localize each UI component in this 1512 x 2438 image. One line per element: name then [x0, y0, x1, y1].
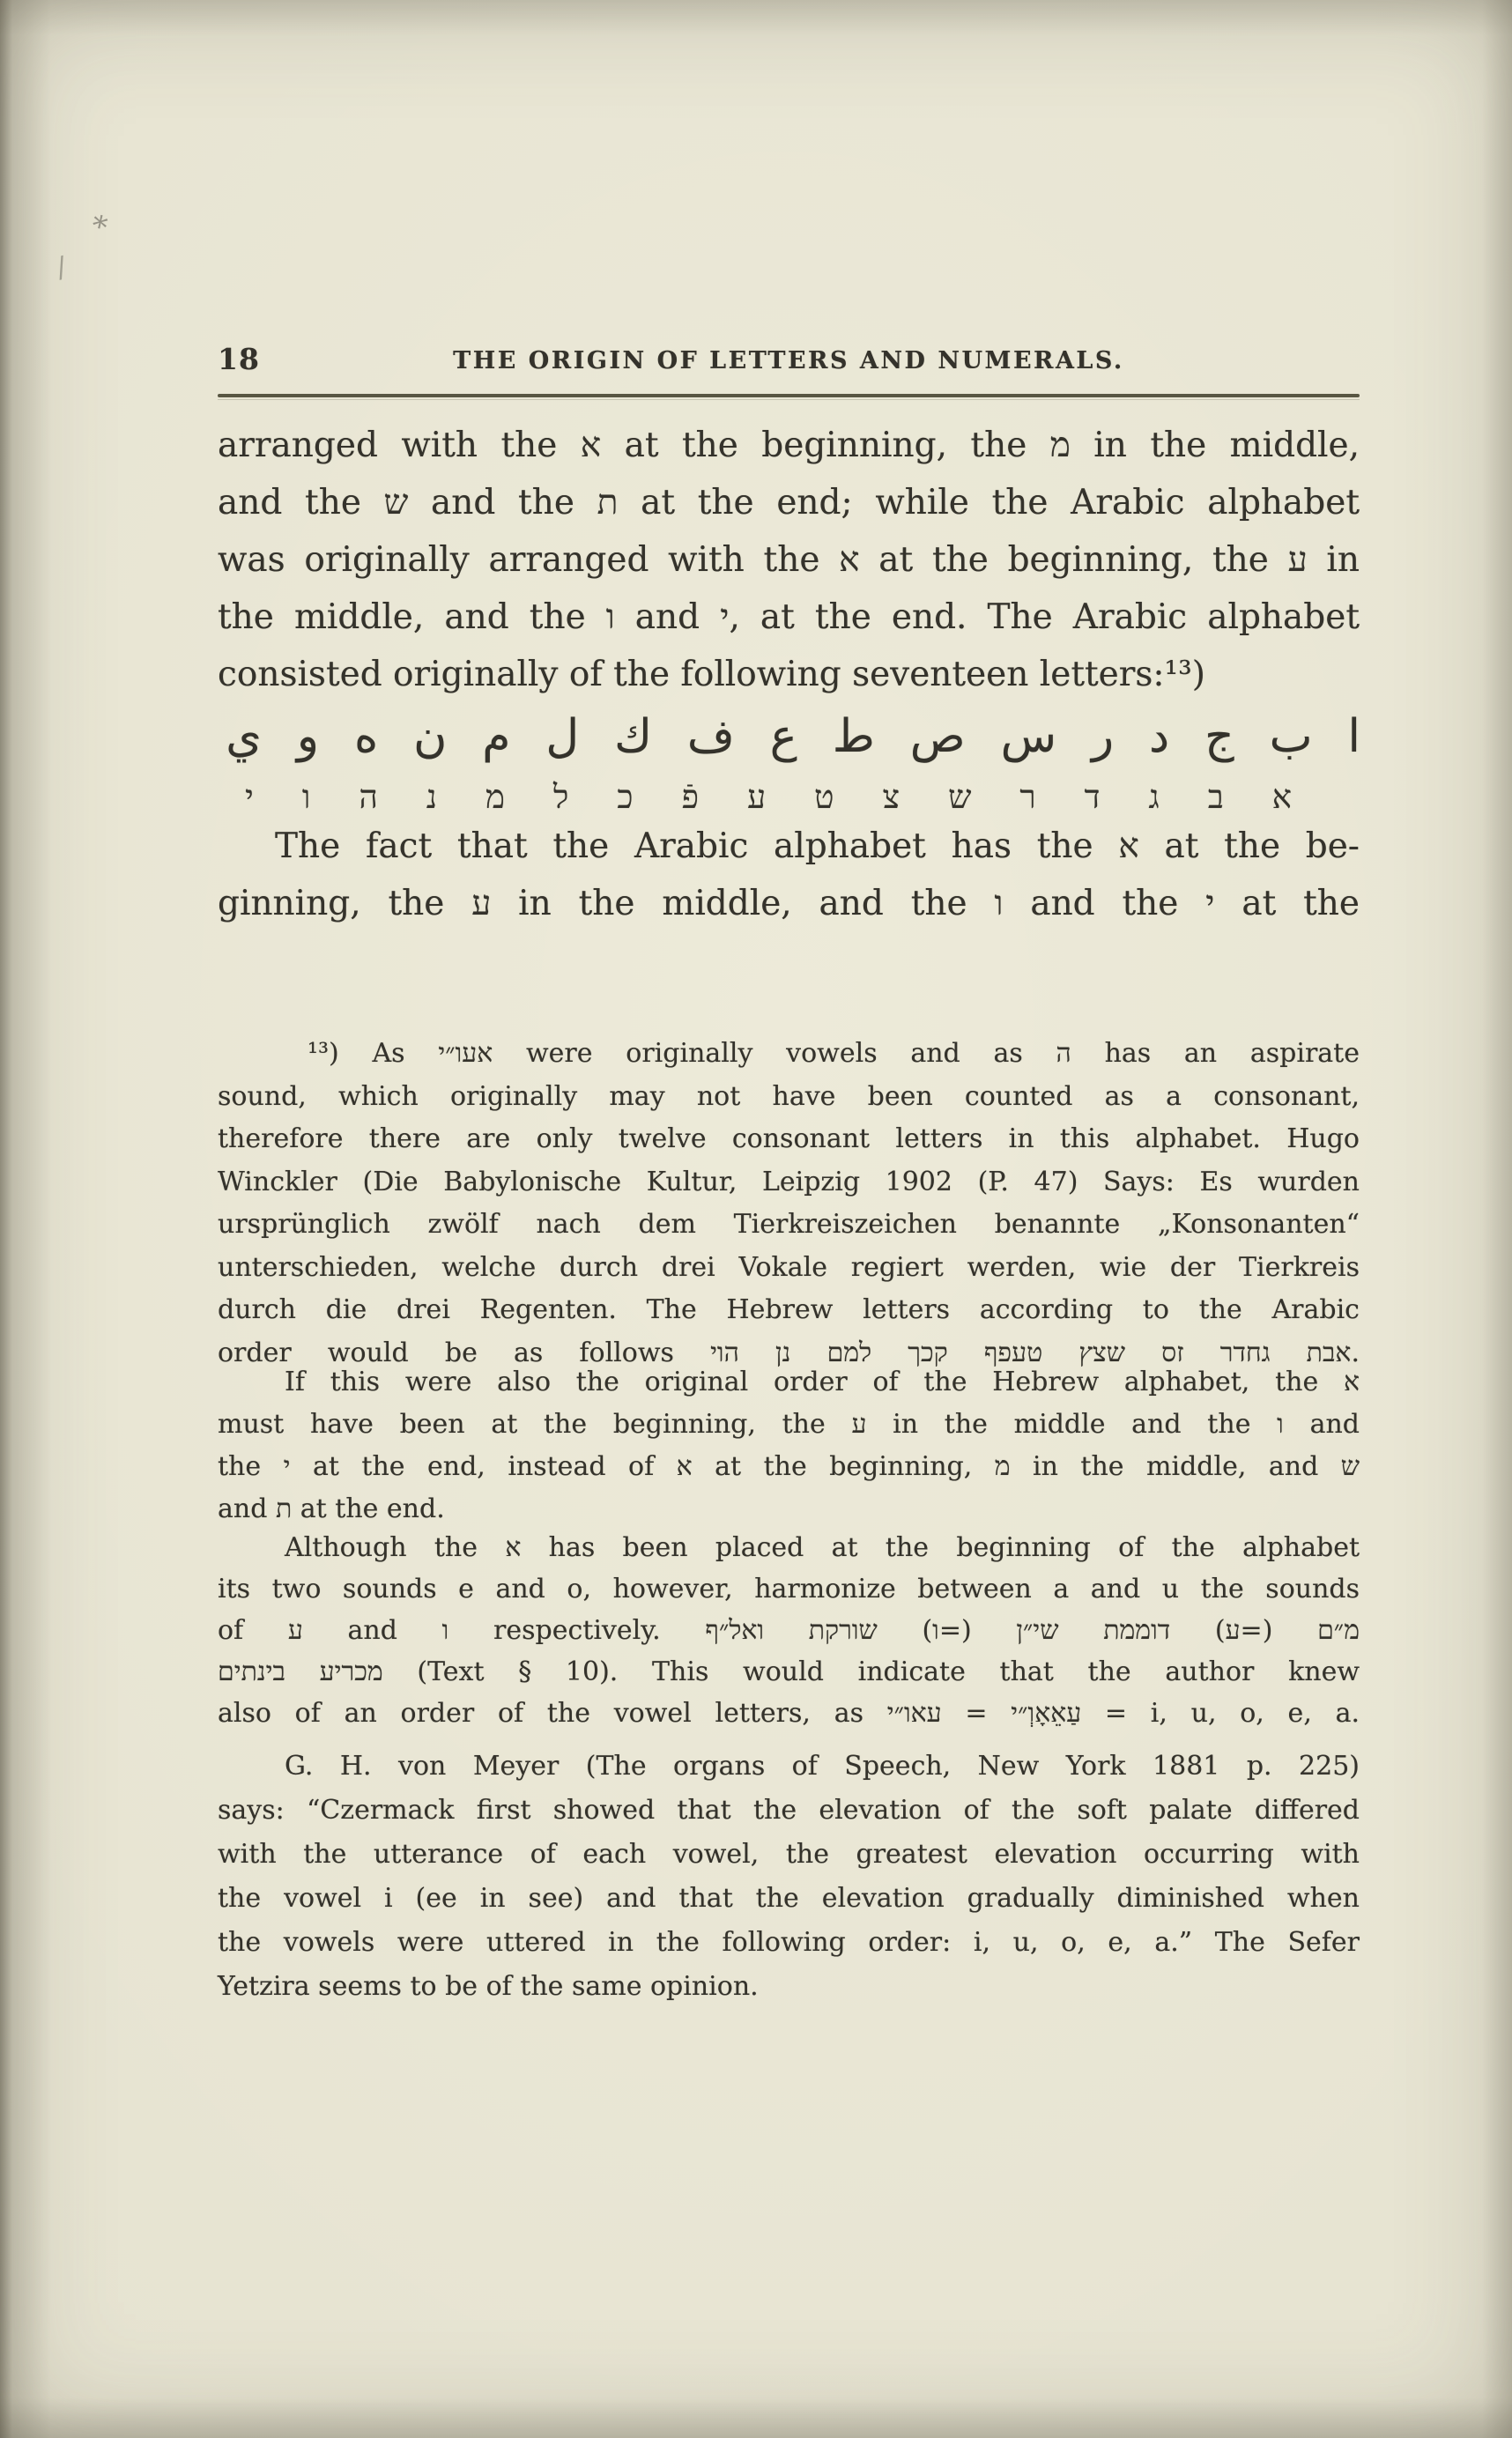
tline: The fact that the Arabic alphabet has the א at the be-	[275, 826, 1360, 866]
arabic-letter-row	[226, 701, 1360, 772]
footnote-paragraph-1	[218, 1033, 1360, 1375]
arabic-letter: ج	[1204, 710, 1234, 763]
hebrew-letter: ו	[301, 778, 311, 816]
hebrew-letter: י	[245, 778, 254, 816]
tline: the י at the end, instead of א at the beginning, מ in the middle, and ש	[218, 1451, 1360, 1482]
tline: therefore there are only twelve consonant letters in this alphabet. Hugo	[218, 1123, 1360, 1154]
arabic-letter: م	[482, 710, 511, 763]
arabic-letter: ب	[1269, 710, 1313, 763]
tline: also of an order of the vowel letters, as עאו״י ‎= עַאֵאָוְ״י = i, u, o, e, a.	[218, 1698, 1360, 1729]
tline: and ת at the end.	[218, 1493, 445, 1524]
hebrew-letter: פֿ	[681, 778, 699, 816]
arabic-letter: س	[1000, 710, 1057, 763]
hebrew-letter: מ	[485, 778, 505, 816]
hebrew-letter: ה	[359, 778, 378, 816]
tline: ginning, the ע in the middle, and the ו and the י at the	[218, 884, 1360, 923]
tline: ¹³) As אעו״י were originally vowels and as ה has an aspirate	[308, 1038, 1360, 1069]
arabic-letter: د	[1149, 710, 1170, 763]
arabic-letter: ه	[353, 710, 379, 763]
body-paragraph-2	[218, 818, 1360, 932]
arabic-letter: ر	[1091, 710, 1115, 763]
tline: says: “Czermack first showed that the elevation of the soft palate differed	[218, 1795, 1360, 1826]
tline: Yetzira seems to be of the same opinion.	[218, 1971, 759, 2002]
hebrew-letter: נ	[426, 778, 437, 816]
tline: מכריע בינתים (Text § 10). This would indicate that the author knew	[218, 1656, 1360, 1687]
hebrew-letter: ט	[814, 778, 834, 816]
tline: arranged with the א at the beginning, the מ in the middle,	[218, 426, 1360, 465]
arabic-letter: ف	[686, 710, 735, 763]
tline: and the ש and the ת at the end; while the Arabic alphabet	[218, 483, 1360, 522]
hebrew-letter: ב	[1207, 778, 1224, 816]
footnote-paragraph-3	[218, 1527, 1360, 1734]
hebrew-letter: ג	[1148, 778, 1160, 816]
tline: with the utterance of each vowel, the greatest elevation occurring with	[218, 1839, 1360, 1870]
arabic-letter: ن	[413, 710, 448, 763]
hebrew-letter: כ	[617, 778, 634, 816]
scan-artifact-mark: *	[88, 208, 110, 247]
tline: of ע and ו respectively. מ״ם (=ע) דוממת שי״ן (=ו) שורקת ואל״ף	[218, 1615, 1360, 1646]
arabic-letter: ل	[545, 710, 580, 763]
hebrew-letter: ע	[747, 778, 767, 816]
tline: G. H. von Meyer (The organs of Speech, New York 1881 p. 225)	[285, 1751, 1360, 1782]
hebrew-letter: א	[1271, 778, 1292, 816]
tline: Although the א has been placed at the beginning of the alphabet	[285, 1532, 1360, 1563]
arabic-letter: ع	[769, 710, 797, 763]
tline: the middle, and the ו and י, at the end. The Arabic alphabet	[218, 597, 1360, 637]
arabic-letter: ا	[1347, 710, 1360, 763]
hebrew-letter: ל	[553, 778, 569, 816]
tline: sound, which originally may not have been counted as a consonant,	[218, 1080, 1360, 1112]
hebrew-letter-row	[245, 775, 1292, 819]
footnote-paragraph-4	[218, 1745, 1360, 2009]
tline: Winckler (Die Babylonische Kultur, Leipzig 1902 (P. 47) Says: Es wurden	[218, 1166, 1360, 1197]
tline: durch die drei Regenten. The Hebrew letters according to the Arabic	[218, 1294, 1360, 1325]
footnote-paragraph-2	[218, 1361, 1360, 1530]
arabic-letter: ط	[832, 710, 875, 763]
arabic-letter: و	[296, 710, 319, 763]
tline: order would be as follows אבת גחדר זס שצץ טעפף קכך למם נן הוי.	[218, 1337, 1360, 1368]
page-number: 18	[218, 342, 260, 376]
arabic-letter: ص	[909, 710, 966, 763]
hebrew-letter: ש	[948, 778, 972, 816]
tline: must have been at the beginning, the ע in the middle and the ו and	[218, 1409, 1360, 1440]
tline: the vowels were uttered in the following order: i, u, o, e, a.” The Sefer	[218, 1927, 1360, 1958]
tline: consisted originally of the following seventeen letters:¹³)	[218, 655, 1206, 694]
header-rule	[218, 394, 1360, 397]
tline: the vowel i (ee in see) and that the elevation gradually diminished when	[218, 1883, 1360, 1914]
scan-artifact-mark: /	[52, 249, 70, 285]
body-paragraph-1	[218, 417, 1360, 703]
hebrew-letter: צ	[882, 778, 900, 816]
hebrew-letter: ר	[1019, 778, 1036, 816]
hebrew-letter: ד	[1084, 778, 1101, 816]
tline: ursprünglich zwölf nach dem Tierkreiszeichen benannte „Konsonanten“	[218, 1209, 1360, 1240]
arabic-letter: ي	[226, 710, 262, 763]
tline: its two sounds e and o, however, harmonize between a and u the sounds	[218, 1574, 1360, 1604]
tline: unterschieden, welche durch drei Vokale regiert werden, wie der Tierkreis	[218, 1251, 1360, 1283]
arabic-letter: ك	[614, 710, 652, 763]
tline: was originally arranged with the א at the beginning, the ע in	[218, 540, 1360, 580]
running-title: THE ORIGIN OF LETTERS AND NUMERALS.	[453, 347, 1124, 374]
tline: If this were also the original order of the Hebrew alphabet, the א	[285, 1367, 1360, 1397]
